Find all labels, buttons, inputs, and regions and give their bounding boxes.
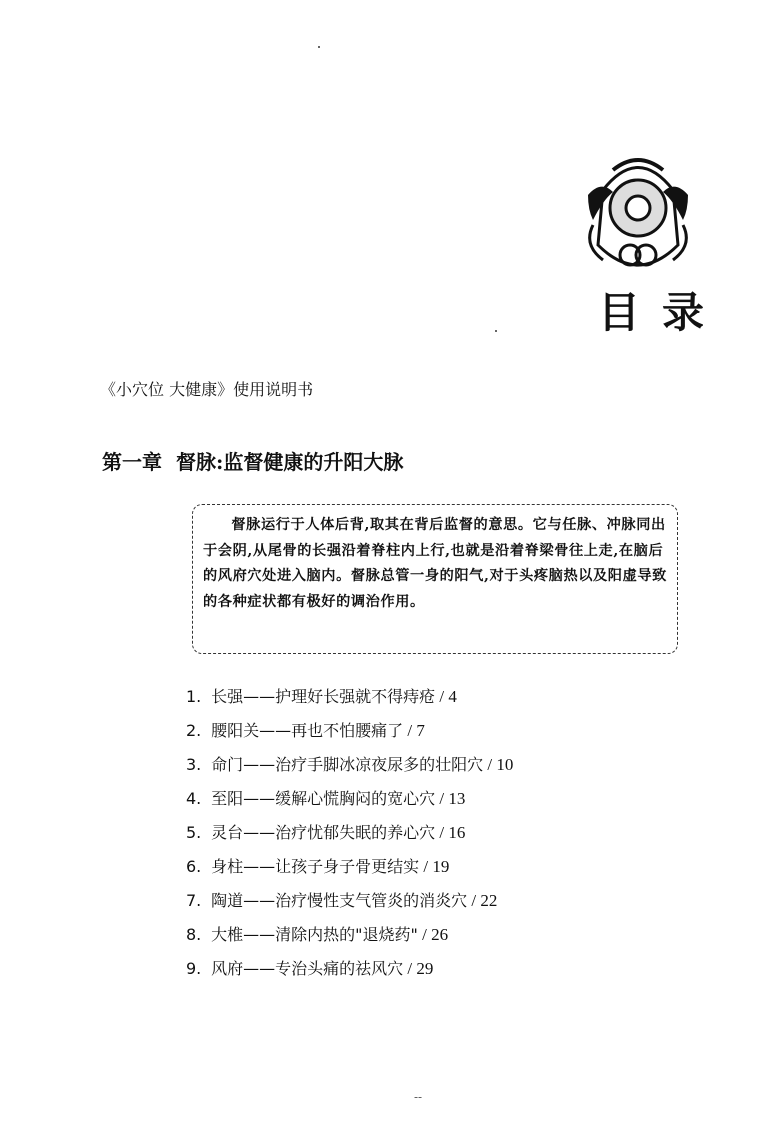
ornament-icon: [583, 150, 693, 282]
entry-number: 7.: [186, 891, 202, 910]
entry-number: 2.: [186, 721, 202, 740]
entry-point: 风府: [211, 959, 244, 978]
entry-point: 至阳: [211, 789, 244, 808]
entry-point: 腰阳关: [211, 721, 260, 740]
entry-number: 6.: [186, 857, 202, 876]
entry-desc: 治疗手脚冰凉夜尿多的壮阳穴: [275, 755, 484, 774]
toc-entry: [186, 889, 513, 923]
entry-page: 10: [496, 755, 514, 774]
entry-point: 灵台: [211, 823, 244, 842]
entry-point: 身柱: [211, 857, 244, 876]
entry-dash: ——: [243, 891, 276, 910]
scan-speck: [318, 46, 320, 48]
entry-sep: /: [403, 721, 417, 740]
entry-sep: /: [483, 755, 497, 774]
entry-page: 16: [448, 823, 466, 842]
entry-sep: /: [435, 789, 449, 808]
toc-entry: [186, 855, 513, 889]
entry-point: 命门: [211, 755, 244, 774]
entry-dash: ——: [243, 789, 276, 808]
entry-sep: /: [435, 687, 449, 706]
entry-desc: 让孩子身子骨更结实: [275, 857, 420, 876]
entry-sep: /: [467, 891, 481, 910]
entry-dash: ——: [243, 925, 276, 944]
entry-sep: /: [417, 925, 432, 944]
toc-list: [186, 685, 513, 991]
entry-sep: /: [403, 959, 417, 978]
intro-entry: 《小穴位 大健康》使用说明书: [100, 380, 314, 399]
chapter-summary-box: [192, 504, 678, 654]
toc-entry: [186, 685, 513, 719]
entry-page: 7: [416, 721, 425, 740]
entry-point: 长强: [211, 687, 244, 706]
entry-number: 5.: [186, 823, 202, 842]
entry-dash: ——: [243, 687, 276, 706]
toc-entry: [186, 923, 513, 957]
entry-point: 大椎: [211, 925, 244, 944]
entry-number: 3.: [186, 755, 202, 774]
entry-dash: ——: [243, 823, 276, 842]
entry-desc: 治疗忧郁失眠的养心穴: [275, 823, 436, 842]
toc-entry: [186, 787, 513, 821]
entry-number: 4.: [186, 789, 202, 808]
entry-number: 1.: [186, 687, 202, 706]
entry-page: 29: [416, 959, 434, 978]
chapter-label: 第一章: [102, 450, 162, 474]
entry-page: 4: [448, 687, 457, 706]
page-folio: --: [414, 1090, 423, 1104]
chapter-heading: [102, 446, 417, 475]
toc-entry: [186, 753, 513, 787]
entry-desc: 专治头痛的祛风穴: [275, 959, 404, 978]
entry-desc: 缓解心慌胸闷的宽心穴: [275, 789, 436, 808]
entry-number: 8.: [186, 925, 202, 944]
toc-entry: [186, 719, 513, 753]
toc-entry: [186, 957, 513, 991]
scan-speck: [495, 330, 497, 332]
entry-dash: ——: [243, 857, 276, 876]
entry-sep: /: [435, 823, 449, 842]
entry-sep: /: [419, 857, 433, 876]
entry-desc: 护理好长强就不得痔疮: [275, 687, 436, 706]
entry-dash: ——: [243, 959, 276, 978]
entry-dash: ——: [243, 755, 276, 774]
entry-point: 陶道: [211, 891, 244, 910]
entry-number: 9.: [186, 959, 202, 978]
entry-desc: 治疗慢性支气管炎的消炎穴: [275, 891, 468, 910]
chapter-summary: 督脉运行于人体后背,取其在背后监督的意思。它与任脉、冲脉同出于会阴,从尾骨的长强沿着脊柱内上行,也就是沿着脊梁骨往上走,在脑后的风府穴处进入脑内。督脉总管一身的阳气,对于头疼脑热以及阳虚导致的各种症状都有极好的调治作用。: [203, 517, 667, 610]
toc-entry: [186, 821, 513, 855]
page-title: 目录: [598, 288, 727, 337]
entry-desc: 清除内热的"退烧药": [275, 925, 418, 944]
entry-dash: ——: [259, 721, 292, 740]
entry-desc: 再也不怕腰痛了: [291, 721, 404, 740]
entry-page: 26: [431, 925, 449, 944]
entry-page: 22: [480, 891, 498, 910]
chapter-title: 督脉:监督健康的升阳大脉: [176, 450, 404, 474]
entry-page: 19: [432, 857, 450, 876]
entry-page: 13: [448, 789, 466, 808]
